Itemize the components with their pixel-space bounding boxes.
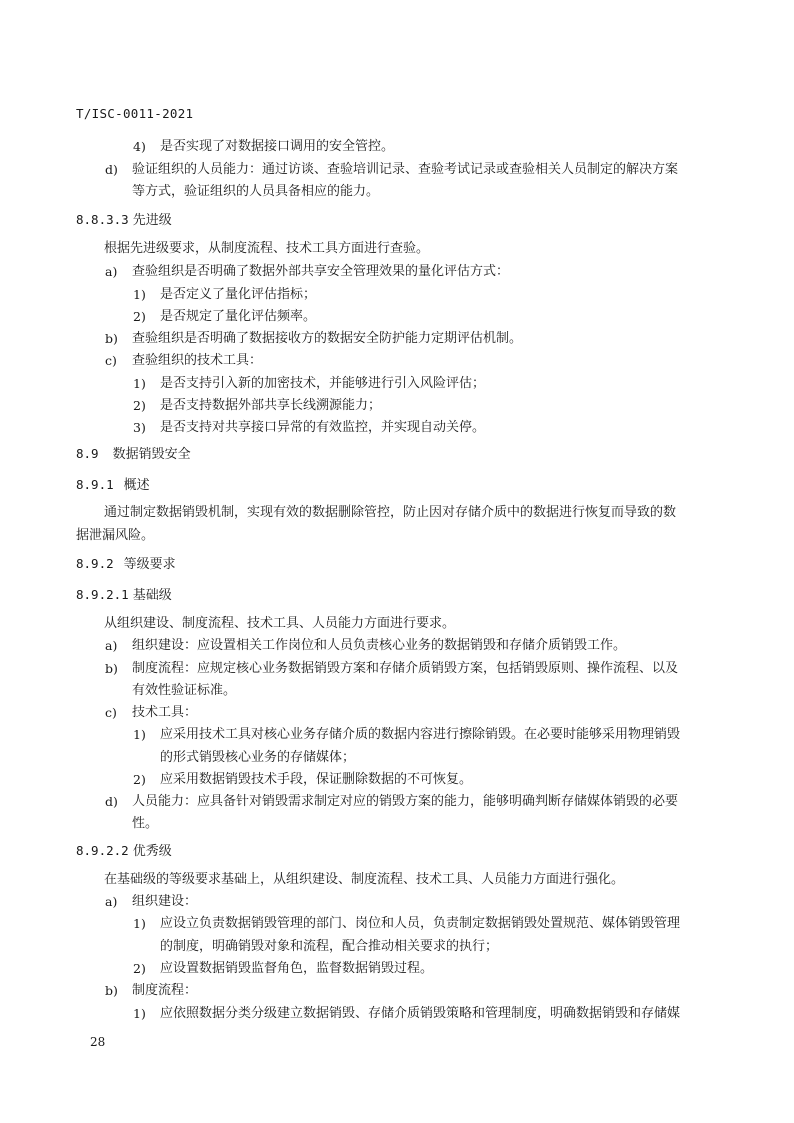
list-marker: 2) [133,772,146,787]
list-item-text: 制度流程： [132,983,198,998]
section-heading [76,446,191,463]
list-item-text: 技术工具： [132,705,198,720]
list-item-text: 有效性验证标准。 [132,683,237,698]
list-marker: 4) [133,139,146,154]
list-marker: 1) [133,916,146,931]
list-marker: d) [105,794,118,809]
section-number: 8.9 [76,446,99,461]
list-marker: 2) [133,309,146,324]
list-marker: 1) [133,376,146,391]
list-marker: 3) [133,420,146,435]
list-item-text: 查验组织是否明确了数据接收方的数据安全防护能力定期评估机制。 [132,331,523,346]
section-number: 8.9.2 [76,556,114,571]
list-item-text: 应采用数据销毁技术手段，保证删除数据的不可恢复。 [160,772,473,787]
section-heading [76,477,150,494]
list-item-text: 的制度，明确销毁对象和流程，配合推动相关要求的执行； [160,939,499,954]
section-title: 优秀级 [132,844,172,859]
section-title: 等级要求 [123,557,176,572]
list-item-text: 查验组织的技术工具： [132,353,263,368]
list-item-text: 查验组织是否明确了数据外部共享安全管理效果的量化评估方式： [132,264,510,279]
list-marker: 2) [133,961,146,976]
list-item-text: 是否定义了量化评估指标； [160,287,317,302]
section-number: 8.8.3.3 [76,212,129,227]
list-item-text: 应采用技术工具对核心业务存储介质的数据内容进行擦除销毁。在必要时能够采用物理销毁 [160,727,681,742]
paragraph: 根据先进级要求，从制度流程、技术工具方面进行查验。 [104,241,430,256]
list-item-text: 应设立负责数据销毁管理的部门、岗位和人员，负责制定数据销毁处置规范、媒体销毁管理 [160,916,681,931]
page-number: 28 [90,1035,106,1049]
list-marker: 1) [133,287,146,302]
list-marker: a) [105,264,118,279]
list-marker: c) [105,705,117,720]
list-item-text: 是否支持引入新的加密技术，并能够进行引入风险评估； [160,376,486,391]
paragraph: 从组织建设、制度流程、技术工具、人员能力方面进行要求。 [104,616,456,631]
list-marker: 1) [133,727,146,742]
list-item-text: 验证组织的人员能力：通过访谈、查验培训记录、查验考试记录或查验相关人员制定的解决方案 [132,162,679,177]
paragraph: 通过制定数据销毁机制，实现有效的数据删除管控，防止因对存储介质中的数据进行恢复而导致的数 [104,505,677,520]
list-item-text: 是否规定了量化评估频率。 [160,309,317,324]
list-marker: b) [105,983,118,998]
section-title: 数据销毁安全 [112,447,191,462]
paragraph: 在基础级的等级要求基础上，从组织建设、制度流程、技术工具、人员能力方面进行强化。 [104,872,625,887]
list-item-text: 是否实现了对数据接口调用的安全管控。 [160,139,395,154]
section-heading [76,843,172,860]
list-marker: b) [105,331,118,346]
list-item-text: 是否支持对共享接口异常的有效监控，并实现自动关停。 [160,420,486,435]
list-item-text: 应依照数据分类分级建立数据销毁、存储介质销毁策略和管理制度，明确数据销毁和存储媒 [160,1006,681,1021]
section-heading [76,556,176,573]
list-marker: a) [105,638,118,653]
section-number: 8.9.2.1 [76,587,129,602]
list-marker: d) [105,162,118,177]
document-id: T/ISC-0011-2021 [76,106,194,121]
list-marker: 1) [133,1006,146,1021]
list-item-text: 组织建设： [132,894,198,909]
section-heading [76,212,172,229]
list-item-text: 等方式，验证组织的人员具备相应的能力。 [132,184,380,199]
list-item-text: 人员能力：应具备针对销毁需求制定对应的销毁方案的能力，能够明确判断存储媒体销毁的必要 [132,794,679,809]
list-item-text: 组织建设：应设置相关工作岗位和人员负责核心业务的数据销毁和存储介质销毁工作。 [132,638,627,653]
list-item-text: 是否支持数据外部共享长线溯源能力； [160,398,382,413]
list-item-text: 制度流程：应规定核心业务数据销毁方案和存储介质销毁方案，包括销毁原则、操作流程、以及 [132,661,679,676]
list-marker: b) [105,661,118,676]
section-title: 先进级 [132,213,172,228]
section-number: 8.9.2.2 [76,843,129,858]
section-heading [76,587,172,604]
list-marker: c) [105,353,117,368]
paragraph: 据泄漏风险。 [76,528,155,543]
list-item-text: 应设置数据销毁监督角色，监督数据销毁过程。 [160,961,434,976]
list-marker: 2) [133,398,146,413]
section-title: 基础级 [132,588,172,603]
list-item-text: 的形式销毁核心业务的存储媒体； [160,750,356,765]
section-number: 8.9.1 [76,477,114,492]
list-marker: a) [105,894,118,909]
section-title: 概述 [123,478,150,493]
list-item-text: 性。 [132,816,159,831]
